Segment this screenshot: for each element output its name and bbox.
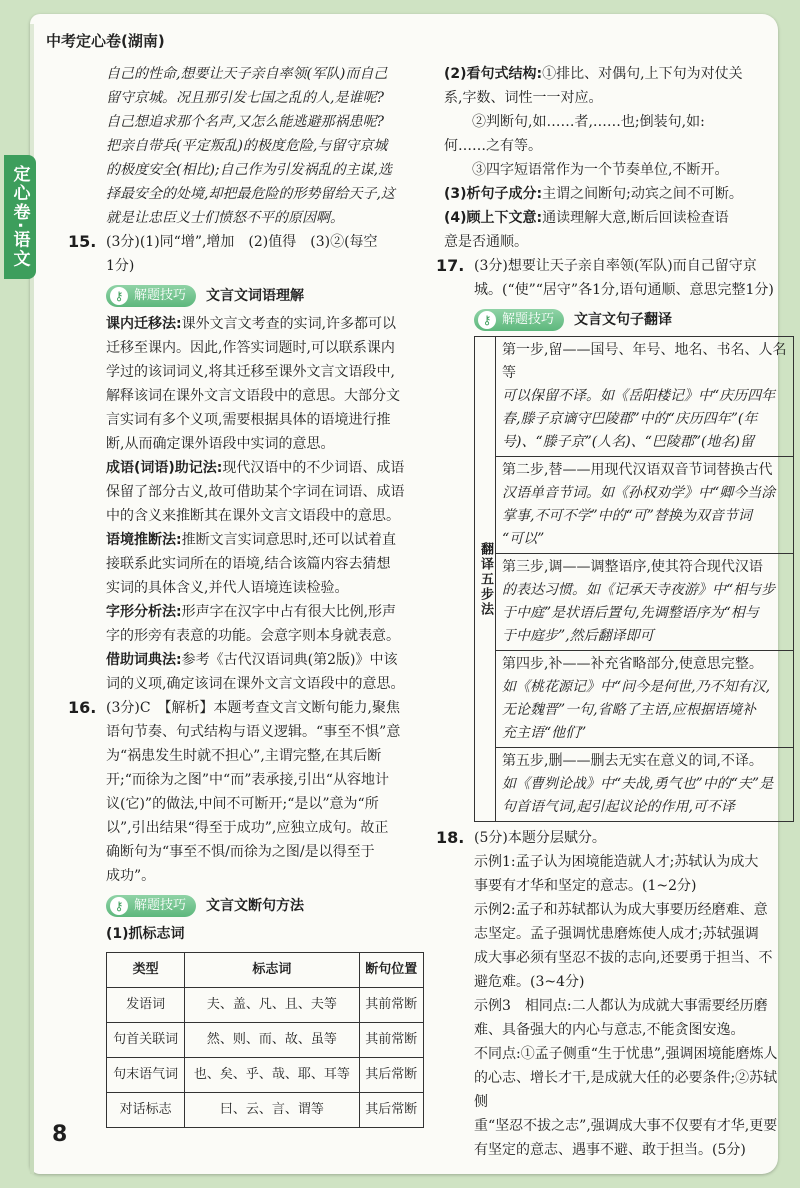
answer-line: 1分) [106, 258, 135, 274]
method-text: 实词的具体含义,并代人语境连读检验。 [106, 580, 349, 596]
step-line: 充主语“他们” [502, 725, 587, 741]
answer-line: 开;“而徐为之图”中“而”表承接,引出“从容地计 [106, 772, 389, 788]
translation-step [496, 457, 793, 554]
answer-line: 的心志、增长才干,是成就大任的必要条件;②苏轼侧 [474, 1070, 778, 1110]
table-header: 类型 [107, 953, 185, 988]
answer-line: 确断句为“事至不惧/而徐为之图/是以得至于 [106, 844, 375, 860]
marker-heading [76, 922, 428, 946]
method-line [444, 206, 790, 230]
method-text: ①排比、对偶句,上下句为对仗关 [542, 66, 743, 82]
method-text: 字的形旁有表意的功能。会意字则本身就表意。 [106, 628, 400, 644]
table-cell: 其前常断 [359, 988, 423, 1023]
page-number: 8 [52, 1122, 68, 1147]
method-line [444, 134, 790, 158]
marker-heading-text: (1)抓标志词 [106, 926, 185, 942]
step-line: 可以保留不译。如《岳阳楼记》中“庆历四年 [502, 388, 776, 404]
method-text: ③四字短语常作为一个节奏单位,不断开。 [444, 162, 729, 178]
method-text: 中的含义来推断其在课外文言文语段中的意思。 [106, 508, 400, 524]
method-key: (4)顾上下文意: [444, 210, 543, 226]
tip-badge-label: 解题技巧 [134, 898, 187, 913]
method-key: (2)看句式结构: [444, 66, 543, 82]
tip-title: 文言文词语理解 [206, 288, 305, 304]
tip-badge [474, 309, 564, 331]
translation-step [496, 554, 793, 651]
tip-line [106, 456, 428, 480]
method-key: 成语(词语)助记法: [106, 460, 223, 476]
table-header-row [107, 953, 424, 988]
answer-line: 示例2:孟子和苏轼都认为成大事要历经磨难、意 [474, 902, 768, 918]
page-header: 中考定心卷(湖南) [46, 32, 165, 50]
step-line: 无论魏晋”一句,省略了主语,应根据语境补 [502, 702, 757, 718]
key-icon: ⚷ [110, 287, 128, 305]
step-line: 的表达习惯。如《记承天寺夜游》中“相与步 [502, 582, 776, 598]
answer-line: (3分)想要让天子亲自率领(军队)而自己留守京 [474, 258, 757, 274]
step-head: 第四步,补——补充省略部分,使意思完整。 [502, 656, 763, 672]
method-text: 何……之有等。 [444, 138, 542, 154]
method-line [444, 110, 790, 134]
method-text: 保留了部分古义,故可借助某个字词在词语、成语 [106, 484, 405, 500]
step-line: 春,滕子京谪守巴陵郡”中的“庆历四年”(年 [502, 411, 758, 427]
method-text: 接联系此实词所在的语境,结合该篇内容去猜想 [106, 556, 391, 572]
tip-header [474, 308, 790, 332]
answer-line: (3分)(1)同“增”,增加 (2)值得 (3)②(每空 [106, 234, 378, 250]
tip-line [106, 312, 428, 336]
table-cell: 然、则、而、故、虽等 [185, 1023, 359, 1058]
method-text: 断,从而确定课外语段中实词的意思。 [106, 436, 335, 452]
tip-line [106, 360, 428, 384]
question-16 [68, 696, 428, 888]
method-key: 借助词典法: [106, 652, 182, 668]
step-line: 句首语气词,起引起议论的作用,可不译 [502, 799, 735, 815]
key-icon: ⚷ [110, 897, 128, 915]
method-text: 言实词有多个义项,需要根据具体的语境进行推 [106, 412, 391, 428]
tip-badge-label: 解题技巧 [502, 312, 555, 327]
intro-line: 择最安全的处境,却把最危险的形势留给天子,这 [106, 186, 395, 202]
method-text: 参考《古代汉语词典(第2版)》中该 [181, 652, 398, 668]
table-cell: 句首关联词 [107, 1023, 185, 1058]
answer-line: 成大事必须有坚忍不拔的志向,还要勇于担当、不 [474, 950, 773, 966]
method-text: 课外文言文考查的实词,许多都可以 [181, 316, 397, 332]
answer-line: 示例1:孟子认为困境能造就人才;苏轼认为成大 [474, 854, 759, 870]
step-line: “可以” [502, 531, 545, 547]
table-header: 标志词 [185, 953, 359, 988]
method-key: 课内迁移法: [106, 316, 182, 332]
method-text: 迁移至课内。因此,作答实词题时,可以联系课内 [106, 340, 395, 356]
table-cell: 其后常断 [359, 1093, 423, 1128]
table-cell: 其后常断 [359, 1058, 423, 1093]
answer-line: 不同点:①孟子侧重“生于忧患”,强调困境能磨炼人 [474, 1046, 778, 1062]
tip-line [106, 552, 428, 576]
question-15 [68, 230, 428, 278]
tip-header [106, 894, 428, 918]
question-number: 15. [68, 232, 97, 251]
method-key: 字形分析法: [106, 604, 182, 620]
intro-translation [76, 62, 428, 230]
method-text: 词的义项,确定该词在课外文言文语段中的意思。 [106, 676, 405, 692]
tip-line [106, 528, 428, 552]
question-number: 17. [436, 256, 465, 275]
method-text: 解释该词在课外文言文语段中的意思。大部分文 [106, 388, 400, 404]
method-text: ②判断句,如……者,……也;倒装句,如: [444, 114, 705, 130]
step-line: 如《曹刿论战》中“夫战,勇气也”中的“夫”是 [502, 776, 774, 792]
method-line [444, 86, 790, 110]
method-text: 形声字在汉字中占有很大比例,形声 [181, 604, 397, 620]
steps-body [496, 337, 793, 821]
intro-line: 的极度安全(相比);自己作为引发祸乱的主谋,选 [106, 162, 393, 178]
table-cell: 发语词 [107, 988, 185, 1023]
table-cell: 曰、云、言、谓等 [185, 1093, 359, 1128]
step-head: 第五步,删——删去无实在意义的词,不译。 [502, 753, 763, 769]
method-line [444, 230, 790, 254]
tip-line [106, 624, 428, 648]
answer-line: 避危难。(3~4分) [474, 974, 585, 990]
table-cell: 也、矣、乎、哉、耶、耳等 [185, 1058, 359, 1093]
tip-line [106, 504, 428, 528]
intro-line: 自己想追求那个名声,又怎么能逃避那祸患呢? [106, 114, 384, 130]
step-head: 第二步,替——用现代汉语双音节词替换古代 [502, 462, 773, 478]
tip-header [106, 284, 428, 308]
method-text: 学过的该词词义,将其迁移至课外文言文语段中, [106, 364, 395, 380]
key-icon: ⚷ [478, 311, 496, 329]
answer-line: 议(它)”的做法,中间不可断开;“是以”意为“所 [106, 796, 379, 812]
method-text: 主谓之间断句;动宾之间不可断。 [542, 186, 743, 202]
table-header: 断句位置 [359, 953, 423, 988]
table-row [107, 1093, 424, 1128]
translation-step [496, 337, 793, 457]
step-line: 如《桃花源记》中“问今是何世,乃不知有汉, [502, 679, 771, 695]
answer-line: 重“坚忍不拔之志”,强调成大事不仅要有才华,更要 [474, 1118, 778, 1134]
tip-line [106, 408, 428, 432]
left-column [68, 62, 428, 1128]
tip-title: 文言文句子翻译 [574, 312, 673, 328]
question-number: 16. [68, 698, 97, 717]
method-key: 语境推断法: [106, 532, 182, 548]
tip-line [106, 648, 428, 672]
translation-step [496, 748, 793, 821]
question-18 [436, 826, 790, 1162]
answer-line: 示例3 相同点:二人都认为成就大事需要经历磨 [474, 998, 768, 1014]
tip-title: 文言文断句方法 [206, 898, 305, 914]
step-line: 号)、“滕子京”(人名)、“巴陵郡”(地名)留 [502, 434, 754, 450]
table-row [107, 988, 424, 1023]
tip-line [106, 384, 428, 408]
step-head: 第一步,留——国号、年号、地名、书名、人名等 [502, 342, 787, 381]
table-cell: 句末语气词 [107, 1058, 185, 1093]
table-cell: 对话标志 [107, 1093, 185, 1128]
table-row [107, 1058, 424, 1093]
answer-line: 城。(“使”“居守”各1分,语句通顺、意思完整1分) [474, 282, 774, 298]
method-line [444, 182, 790, 206]
method-key: (3)析句子成分: [444, 186, 543, 202]
intro-line: 就是让忠臣义士们愤怒不平的原因啊。 [106, 210, 344, 226]
intro-line: 自己的性命,想要让天子亲自率领(军队)而自己 [106, 66, 388, 82]
answer-line: (5分)本题分层赋分。 [474, 830, 606, 846]
step-head: 第三步,调——调整语序,使其符合现代汉语 [502, 559, 763, 575]
table-row [107, 1023, 424, 1058]
method-line [444, 62, 790, 86]
intro-line: 把亲自带兵(平定叛乱)的极度危险,与留守京城 [106, 138, 388, 154]
method-text: 系,字数、词性一一对应。 [444, 90, 603, 106]
translation-steps-box [474, 336, 794, 822]
tip-line [106, 600, 428, 624]
answer-line: 有坚定的意志、遇事不避、敢于担当。(5分) [474, 1142, 746, 1158]
tip-line [106, 672, 428, 696]
answer-line: 语句节奏、句式结构与语义逻辑。“事至不惧”意 [106, 724, 401, 740]
question-number: 18. [436, 828, 465, 847]
method-text: 通读理解大意,断后回读检查语 [542, 210, 729, 226]
tip-line [106, 576, 428, 600]
tip-badge [106, 895, 196, 917]
table-cell: 其前常断 [359, 1023, 423, 1058]
tip-line [106, 336, 428, 360]
step-line: 汉语单音节词。如《孙权劝学》中“卿今当涂 [502, 485, 776, 501]
step-line: 于中庭”是状语后置句,先调整语序为“相与 [502, 605, 759, 621]
method-text: 现代汉语中的不少词语、成语 [222, 460, 405, 476]
translation-step [496, 651, 793, 748]
marker-table [106, 952, 424, 1128]
right-column [436, 62, 790, 1162]
tip-badge-label: 解题技巧 [134, 288, 187, 303]
answer-line: 志坚定。孟子强调忧患磨炼使人成才;苏轼强调 [474, 926, 759, 942]
method-text: 意是否通顺。 [444, 234, 528, 250]
intro-line: 留守京城。况且那引发七国之乱的人,是谁呢? [106, 90, 384, 106]
tip-line [106, 480, 428, 504]
answer-line: 难、具备强大的内心与意志,不能贪图安逸。 [474, 1022, 745, 1038]
side-tab: 定心卷·语文 [4, 155, 36, 279]
tip-line [106, 432, 428, 456]
table-cell: 夫、盖、凡、且、夫等 [185, 988, 359, 1023]
answer-line: 事要有才华和坚定的意志。(1~2分) [474, 878, 697, 894]
steps-label: 翻译五步法 [475, 337, 496, 821]
method-continuation [444, 62, 790, 254]
method-line [444, 158, 790, 182]
answer-line: (3分)C 【解析】本题考查文言文断句能力,聚焦 [106, 700, 400, 716]
method-text: 推断文言实词意思时,还可以试着直 [181, 532, 397, 548]
answer-line: 成功”。 [106, 868, 156, 884]
question-17 [436, 254, 790, 302]
step-line: 于中庭步”,然后翻译即可 [502, 628, 654, 644]
step-line: 掌事,不可不学”中的“可”替换为双音节词 [502, 508, 752, 524]
tip-body [76, 312, 428, 696]
tip-badge [106, 285, 196, 307]
answer-line: 以”,引出结果“得至于成功”,应独立成句。故正 [106, 820, 389, 836]
answer-line: 为“祸患发生时就不担心”,主谓完整,在其后断 [106, 748, 382, 764]
